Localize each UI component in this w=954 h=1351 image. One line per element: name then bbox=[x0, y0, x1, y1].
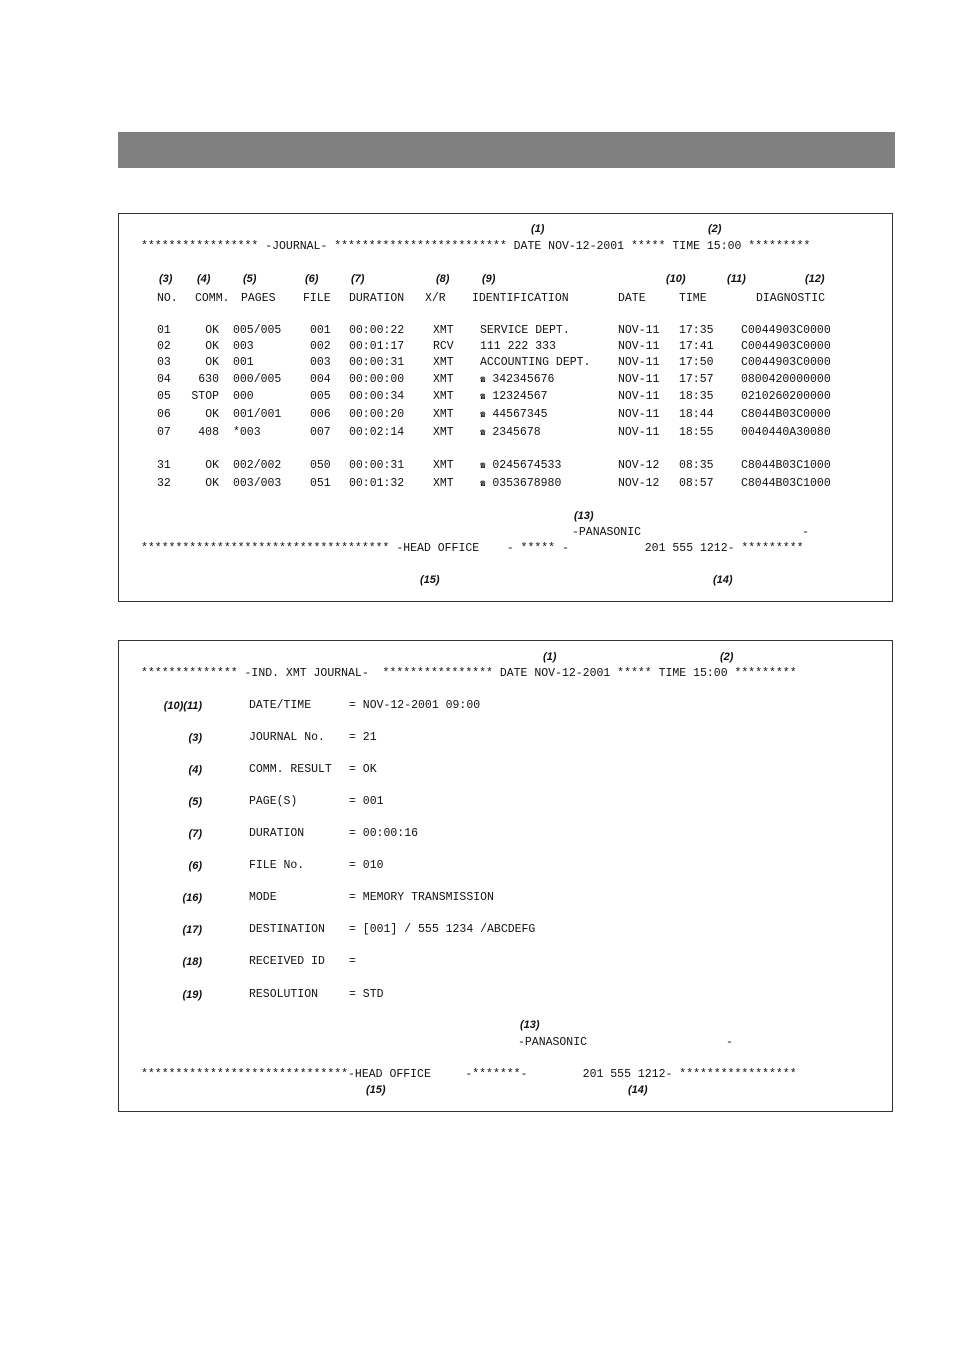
ind-field-label: JOURNAL No. bbox=[249, 731, 325, 744]
cell-identification bbox=[480, 324, 570, 337]
cell-duration: 00:00:00 bbox=[349, 373, 405, 386]
cell-duration: 00:00:22 bbox=[349, 324, 405, 337]
cell-pages: 001/001 bbox=[233, 408, 282, 421]
cell-date: NOV-11 bbox=[618, 373, 660, 386]
cell-duration: 00:00:31 bbox=[349, 459, 405, 472]
ind-field-label: DURATION bbox=[249, 827, 305, 840]
cell-date: NOV-11 bbox=[618, 390, 660, 403]
telephone-icon: ☎ bbox=[480, 392, 486, 402]
cell-duration: 00:01:32 bbox=[349, 477, 405, 490]
callout-2: (2) bbox=[708, 223, 722, 235]
callout-3: (3) bbox=[159, 273, 173, 285]
cell-comm: 408 bbox=[198, 426, 219, 439]
identification-text: 111 222 333 bbox=[480, 340, 556, 353]
callout-1: (1) bbox=[531, 223, 545, 235]
ind-header-line: ************** -IND. XMT JOURNAL- **************** DATE NOV-12-2001 ***** TIME 15:00 ********* bbox=[141, 667, 797, 680]
cell-pages: *003 bbox=[233, 426, 261, 439]
journal-report bbox=[118, 213, 893, 602]
cell-comm: OK bbox=[205, 340, 219, 353]
callout-14: (14) bbox=[713, 574, 733, 586]
cell-identification bbox=[480, 408, 548, 421]
cell-duration: 00:01:17 bbox=[349, 340, 405, 353]
ind-field-callout: (17) bbox=[182, 924, 202, 936]
cell-time: 18:35 bbox=[679, 390, 714, 403]
identification-text: ACCOUNTING DEPT. bbox=[480, 356, 591, 369]
cell-time: 17:50 bbox=[679, 356, 714, 369]
telephone-icon: ☎ bbox=[480, 479, 486, 489]
ind-callout-15: (15) bbox=[366, 1084, 386, 1096]
ind-field-label: DESTINATION bbox=[249, 923, 325, 936]
col-header-identification: IDENTIFICATION bbox=[472, 292, 569, 305]
cell-no: 31 bbox=[157, 459, 171, 472]
ind-field-callout: (3) bbox=[188, 732, 202, 744]
ind-field-callout: (6) bbox=[188, 860, 202, 872]
cell-time: 18:44 bbox=[679, 408, 714, 421]
cell-identification bbox=[480, 340, 556, 353]
cell-file: 006 bbox=[310, 408, 331, 421]
identification-text: 0245674533 bbox=[492, 459, 562, 472]
cell-time: 18:55 bbox=[679, 426, 714, 439]
ind-field-value: = 001 bbox=[349, 795, 384, 808]
cell-pages: 000 bbox=[233, 390, 254, 403]
ind-field-label: RECEIVED ID bbox=[249, 955, 325, 968]
telephone-icon: ☎ bbox=[480, 410, 486, 420]
col-header-file: FILE bbox=[303, 292, 331, 305]
ind-field-label: RESOLUTION bbox=[249, 988, 319, 1001]
cell-diag: C8044B03C0000 bbox=[741, 408, 831, 421]
cell-comm: OK bbox=[205, 324, 219, 337]
cell-identification bbox=[480, 477, 561, 490]
ind-field-value: = STD bbox=[349, 988, 384, 1001]
cell-identification bbox=[480, 373, 554, 386]
cell-no: 03 bbox=[157, 356, 171, 369]
cell-xr: XMT bbox=[433, 356, 454, 369]
cell-diag: 0040440A30080 bbox=[741, 426, 831, 439]
cell-xr: RCV bbox=[433, 340, 454, 353]
cell-xr: XMT bbox=[433, 408, 454, 421]
cell-identification bbox=[480, 426, 541, 439]
ind-footer-dash: - bbox=[726, 1036, 733, 1049]
identification-text: 342345676 bbox=[492, 373, 555, 386]
cell-diag: C0044903C0000 bbox=[741, 356, 831, 369]
cell-date: NOV-12 bbox=[618, 459, 660, 472]
cell-date: NOV-11 bbox=[618, 426, 660, 439]
cell-no: 01 bbox=[157, 324, 171, 337]
ind-field-value: = NOV-12-2001 09:00 bbox=[349, 699, 481, 712]
cell-pages: 000/005 bbox=[233, 373, 282, 386]
cell-identification bbox=[480, 390, 548, 403]
cell-date: NOV-11 bbox=[618, 340, 660, 353]
cell-pages: 003/003 bbox=[233, 477, 282, 490]
ind-field-callout: (10)(11) bbox=[163, 700, 202, 712]
cell-date: NOV-11 bbox=[618, 356, 660, 369]
ind-field-callout: (16) bbox=[182, 892, 202, 904]
ind-field-value: = 00:00:16 bbox=[349, 827, 419, 840]
cell-comm: OK bbox=[205, 459, 219, 472]
cell-diag: C8044B03C1000 bbox=[741, 459, 831, 472]
cell-duration: 00:02:14 bbox=[349, 426, 405, 439]
cell-file: 002 bbox=[310, 340, 331, 353]
cell-date: NOV-12 bbox=[618, 477, 660, 490]
cell-pages: 001 bbox=[233, 356, 254, 369]
cell-xr: XMT bbox=[433, 373, 454, 386]
journal-header-line: ***************** -JOURNAL- ************************* DATE NOV-12-2001 ***** TIME 15:00 ********* bbox=[141, 240, 811, 253]
ind-field-value: = 21 bbox=[349, 731, 377, 744]
cell-pages: 002/002 bbox=[233, 459, 282, 472]
callout-8: (8) bbox=[436, 273, 450, 285]
col-header-time: TIME bbox=[679, 292, 707, 305]
telephone-icon: ☎ bbox=[480, 461, 486, 471]
callout-9: (9) bbox=[482, 273, 496, 285]
col-header-no: NO. bbox=[157, 292, 178, 305]
ind-field-value: = OK bbox=[349, 763, 377, 776]
cell-time: 17:57 bbox=[679, 373, 714, 386]
ind-callout-2: (2) bbox=[720, 651, 734, 663]
cell-file: 050 bbox=[310, 459, 331, 472]
ind-field-label: PAGE(S) bbox=[249, 795, 298, 808]
ind-field-value: = MEMORY TRANSMISSION bbox=[349, 891, 494, 904]
cell-comm: 630 bbox=[198, 373, 219, 386]
cell-file: 005 bbox=[310, 390, 331, 403]
callout-10: (10) bbox=[666, 273, 686, 285]
cell-duration: 00:00:31 bbox=[349, 356, 405, 369]
callout-11: (11) bbox=[727, 273, 746, 285]
journal-footer-dash: - bbox=[802, 526, 809, 539]
cell-time: 17:41 bbox=[679, 340, 714, 353]
journal-footer-name: -PANASONIC bbox=[572, 526, 642, 539]
col-header-duration: DURATION bbox=[349, 292, 405, 305]
ind-field-callout: (19) bbox=[182, 989, 202, 1001]
cell-time: 08:57 bbox=[679, 477, 714, 490]
callout-12: (12) bbox=[805, 273, 825, 285]
telephone-icon: ☎ bbox=[480, 375, 486, 385]
cell-identification bbox=[480, 356, 590, 369]
callout-13: (13) bbox=[574, 510, 594, 522]
cell-no: 05 bbox=[157, 390, 171, 403]
cell-xr: XMT bbox=[433, 459, 454, 472]
callout-6: (6) bbox=[305, 273, 319, 285]
cell-date: NOV-11 bbox=[618, 324, 660, 337]
ind-footer-name: -PANASONIC bbox=[518, 1036, 588, 1049]
cell-comm: OK bbox=[205, 408, 219, 421]
ind-field-callout: (7) bbox=[188, 828, 202, 840]
col-header-date: DATE bbox=[618, 292, 646, 305]
callout-4: (4) bbox=[197, 273, 211, 285]
cell-date: NOV-11 bbox=[618, 408, 660, 421]
cell-xr: XMT bbox=[433, 477, 454, 490]
identification-text: 2345678 bbox=[492, 426, 541, 439]
ind-callout-14: (14) bbox=[628, 1084, 648, 1096]
cell-comm: OK bbox=[205, 356, 219, 369]
cell-no: 06 bbox=[157, 408, 171, 421]
col-header-diagnostic: DIAGNOSTIC bbox=[756, 292, 826, 305]
cell-comm: STOP bbox=[191, 390, 219, 403]
cell-diag: 0210260200000 bbox=[741, 390, 831, 403]
cell-no: 07 bbox=[157, 426, 171, 439]
cell-time: 08:35 bbox=[679, 459, 714, 472]
telephone-icon: ☎ bbox=[480, 428, 486, 438]
callout-5: (5) bbox=[243, 273, 257, 285]
cell-pages: 005/005 bbox=[233, 324, 282, 337]
ind-field-value: = bbox=[349, 955, 356, 968]
cell-xr: XMT bbox=[433, 324, 454, 337]
ind-field-label: FILE No. bbox=[249, 859, 305, 872]
cell-no: 32 bbox=[157, 477, 171, 490]
cell-duration: 00:00:34 bbox=[349, 390, 405, 403]
cell-comm: OK bbox=[205, 477, 219, 490]
ind-callout-13: (13) bbox=[520, 1019, 540, 1031]
cell-xr: XMT bbox=[433, 426, 454, 439]
ind-field-label: DATE/TIME bbox=[249, 699, 312, 712]
identification-text: 44567345 bbox=[492, 408, 548, 421]
ind-xmt-journal-report bbox=[118, 640, 893, 1112]
identification-text: 0353678980 bbox=[492, 477, 562, 490]
cell-file: 001 bbox=[310, 324, 331, 337]
journal-footer-line: ************************************ -HEAD OFFICE - ***** - 201 555 1212- ********* bbox=[141, 542, 804, 555]
section-header-bar bbox=[118, 132, 895, 168]
ind-field-callout: (4) bbox=[188, 764, 202, 776]
identification-text: 12324567 bbox=[492, 390, 548, 403]
cell-xr: XMT bbox=[433, 390, 454, 403]
cell-file: 007 bbox=[310, 426, 331, 439]
cell-diag: C0044903C0000 bbox=[741, 340, 831, 353]
ind-footer-line: ******************************-HEAD OFFICE -*******- 201 555 1212- ***************** bbox=[141, 1068, 797, 1081]
callout-15: (15) bbox=[420, 574, 440, 586]
ind-field-callout: (18) bbox=[182, 956, 202, 968]
identification-text: SERVICE DEPT. bbox=[480, 324, 570, 337]
cell-duration: 00:00:20 bbox=[349, 408, 405, 421]
cell-diag: C0044903C0000 bbox=[741, 324, 831, 337]
ind-callout-1: (1) bbox=[543, 651, 557, 663]
cell-diag: 0800420000000 bbox=[741, 373, 831, 386]
col-header-pages: PAGES bbox=[241, 292, 276, 305]
cell-no: 02 bbox=[157, 340, 171, 353]
cell-time: 17:35 bbox=[679, 324, 714, 337]
cell-file: 051 bbox=[310, 477, 331, 490]
col-header-xr: X/R bbox=[425, 292, 446, 305]
ind-field-value: = [001] / 555 1234 /ABCDEFG bbox=[349, 923, 536, 936]
ind-field-label: COMM. RESULT bbox=[249, 763, 332, 776]
cell-no: 04 bbox=[157, 373, 171, 386]
ind-field-value: = 010 bbox=[349, 859, 384, 872]
ind-field-callout: (5) bbox=[188, 796, 202, 808]
cell-diag: C8044B03C1000 bbox=[741, 477, 831, 490]
ind-field-label: MODE bbox=[249, 891, 277, 904]
cell-file: 003 bbox=[310, 356, 331, 369]
cell-identification bbox=[480, 459, 561, 472]
cell-pages: 003 bbox=[233, 340, 254, 353]
callout-7: (7) bbox=[351, 273, 365, 285]
cell-file: 004 bbox=[310, 373, 331, 386]
col-header-comm: COMM. bbox=[195, 292, 230, 305]
